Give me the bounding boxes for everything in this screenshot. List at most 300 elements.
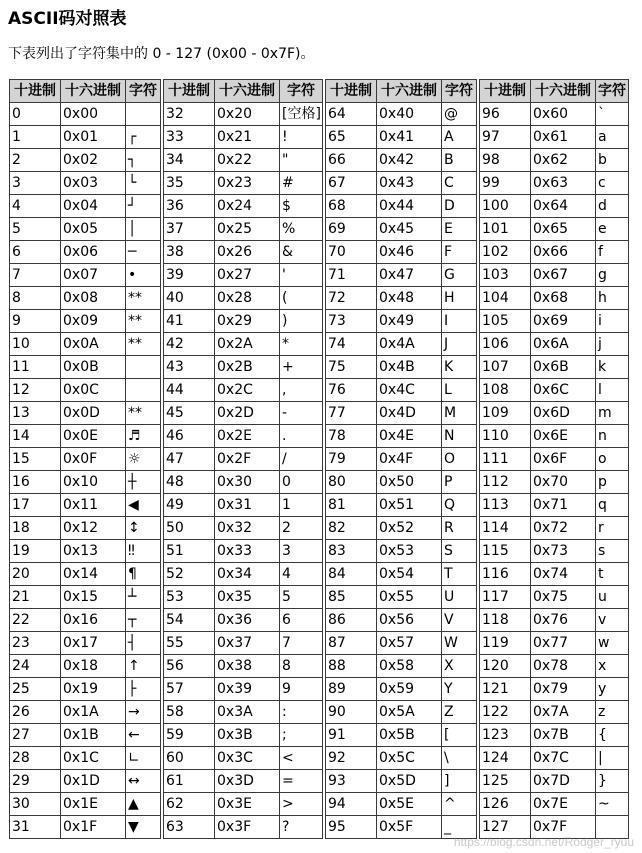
- table-row: [10, 586, 161, 609]
- decimal-cell: 74: [326, 333, 377, 356]
- decimal-cell: 125: [480, 770, 531, 793]
- table-row: [326, 103, 477, 126]
- hex-cell: 0x5A: [377, 701, 442, 724]
- table-row: [480, 471, 629, 494]
- table-row: [480, 724, 629, 747]
- decimal-cell: 120: [480, 655, 531, 678]
- char-cell: C: [442, 172, 477, 195]
- char-cell: N: [442, 425, 477, 448]
- char-cell: ┐: [126, 149, 161, 172]
- char-cell: ┬: [126, 609, 161, 632]
- header-row: [326, 80, 477, 103]
- decimal-cell: 49: [164, 494, 215, 517]
- hex-cell: 0x74: [531, 563, 596, 586]
- decimal-cell: 66: [326, 149, 377, 172]
- table-row: [326, 241, 477, 264]
- char-cell: 0: [280, 471, 323, 494]
- table-row: [10, 241, 161, 264]
- char-cell: 9: [280, 678, 323, 701]
- hex-cell: 0x17: [61, 632, 126, 655]
- char-cell: x: [596, 655, 629, 678]
- table-row: [480, 632, 629, 655]
- char-cell: I: [442, 310, 477, 333]
- table-row: [10, 149, 161, 172]
- decimal-cell: 107: [480, 356, 531, 379]
- decimal-cell: 12: [10, 379, 61, 402]
- decimal-cell: 121: [480, 678, 531, 701]
- decimal-cell: 115: [480, 540, 531, 563]
- header-decimal: 十进制: [164, 80, 215, 103]
- header-hex: 十六进制: [215, 80, 280, 103]
- table-row: [480, 586, 629, 609]
- table-row: [480, 770, 629, 793]
- table-row: [164, 356, 323, 379]
- table-row: [326, 770, 477, 793]
- decimal-cell: 101: [480, 218, 531, 241]
- ascii-block-3: [479, 79, 629, 839]
- header-char: 字符: [442, 80, 477, 103]
- hex-cell: 0x0D: [61, 402, 126, 425]
- decimal-cell: 36: [164, 195, 215, 218]
- char-cell: ?: [280, 816, 323, 839]
- decimal-cell: 113: [480, 494, 531, 517]
- decimal-cell: 55: [164, 632, 215, 655]
- decimal-cell: 80: [326, 471, 377, 494]
- hex-cell: 0x3E: [215, 793, 280, 816]
- hex-cell: 0x64: [531, 195, 596, 218]
- table-row: [10, 333, 161, 356]
- char-cell: :: [280, 701, 323, 724]
- table-row: [164, 655, 323, 678]
- char-cell: f: [596, 241, 629, 264]
- char-cell: k: [596, 356, 629, 379]
- table-row: [10, 402, 161, 425]
- hex-cell: 0x04: [61, 195, 126, 218]
- decimal-cell: 30: [10, 793, 61, 816]
- hex-cell: 0x35: [215, 586, 280, 609]
- decimal-cell: 28: [10, 747, 61, 770]
- char-cell: R: [442, 517, 477, 540]
- header-hex: 十六进制: [377, 80, 442, 103]
- table-row: [164, 563, 323, 586]
- table-row: [480, 563, 629, 586]
- hex-cell: 0x77: [531, 632, 596, 655]
- table-row: [10, 494, 161, 517]
- watermark: https://blog.csdn.net/Rodger_ryuu: [453, 835, 634, 849]
- hex-cell: 0x34: [215, 563, 280, 586]
- char-cell: +: [280, 356, 323, 379]
- decimal-cell: 2: [10, 149, 61, 172]
- decimal-cell: 73: [326, 310, 377, 333]
- decimal-cell: 40: [164, 287, 215, 310]
- table-row: [10, 379, 161, 402]
- table-row: [10, 678, 161, 701]
- decimal-cell: 47: [164, 448, 215, 471]
- table-row: [480, 264, 629, 287]
- table-row: [326, 356, 477, 379]
- table-row: [164, 103, 323, 126]
- hex-cell: 0x43: [377, 172, 442, 195]
- char-cell: b: [596, 149, 629, 172]
- char-cell: >: [280, 793, 323, 816]
- ascii-block-2: [325, 79, 477, 839]
- intro-text: 下表列出了字符集中的 0 - 127 (0x00 - 0x7F)。: [8, 46, 315, 62]
- char-cell: l: [596, 379, 629, 402]
- hex-cell: 0x67: [531, 264, 596, 287]
- table-row: [164, 149, 323, 172]
- char-cell: ▲: [126, 793, 161, 816]
- char-cell: ↕: [126, 517, 161, 540]
- char-cell: P: [442, 471, 477, 494]
- char-cell: }: [596, 770, 629, 793]
- char-cell: 1: [280, 494, 323, 517]
- char-cell: a: [596, 126, 629, 149]
- decimal-cell: 0: [10, 103, 61, 126]
- decimal-cell: 70: [326, 241, 377, 264]
- decimal-cell: 119: [480, 632, 531, 655]
- decimal-cell: 123: [480, 724, 531, 747]
- char-cell: ^: [442, 793, 477, 816]
- hex-cell: 0x7D: [531, 770, 596, 793]
- table-row: [326, 678, 477, 701]
- hex-cell: 0x37: [215, 632, 280, 655]
- char-cell: **: [126, 310, 161, 333]
- decimal-cell: 52: [164, 563, 215, 586]
- table-row: [10, 655, 161, 678]
- decimal-cell: 75: [326, 356, 377, 379]
- table-row: [326, 379, 477, 402]
- table-row: [10, 264, 161, 287]
- char-cell: (: [280, 287, 323, 310]
- hex-cell: 0x0E: [61, 425, 126, 448]
- char-cell: /: [280, 448, 323, 471]
- decimal-cell: 20: [10, 563, 61, 586]
- hex-cell: 0x47: [377, 264, 442, 287]
- hex-cell: 0x48: [377, 287, 442, 310]
- hex-cell: 0x6A: [531, 333, 596, 356]
- char-cell: W: [442, 632, 477, 655]
- hex-cell: 0x5F: [377, 816, 442, 839]
- char-cell: @: [442, 103, 477, 126]
- decimal-cell: 102: [480, 241, 531, 264]
- table-row: [480, 678, 629, 701]
- table-row: [164, 770, 323, 793]
- hex-cell: 0x3D: [215, 770, 280, 793]
- decimal-cell: 11: [10, 356, 61, 379]
- char-cell: E: [442, 218, 477, 241]
- decimal-cell: 57: [164, 678, 215, 701]
- hex-cell: 0x05: [61, 218, 126, 241]
- table-row: [326, 402, 477, 425]
- table-row: [164, 448, 323, 471]
- hex-cell: 0x19: [61, 678, 126, 701]
- table-row: [10, 103, 161, 126]
- hex-cell: 0x39: [215, 678, 280, 701]
- hex-cell: 0x5C: [377, 747, 442, 770]
- hex-cell: 0x40: [377, 103, 442, 126]
- char-cell: #: [280, 172, 323, 195]
- table-row: [10, 126, 161, 149]
- decimal-cell: 23: [10, 632, 61, 655]
- decimal-cell: 71: [326, 264, 377, 287]
- decimal-cell: 56: [164, 655, 215, 678]
- hex-cell: 0x08: [61, 287, 126, 310]
- hex-cell: 0x2D: [215, 402, 280, 425]
- char-cell: •: [126, 264, 161, 287]
- char-cell: **: [126, 402, 161, 425]
- char-cell: ~: [596, 793, 629, 816]
- hex-cell: 0x66: [531, 241, 596, 264]
- decimal-cell: 94: [326, 793, 377, 816]
- char-cell: n: [596, 425, 629, 448]
- header-hex: 十六进制: [61, 80, 126, 103]
- hex-cell: 0x23: [215, 172, 280, 195]
- table-row: [10, 770, 161, 793]
- decimal-cell: 13: [10, 402, 61, 425]
- decimal-cell: 59: [164, 724, 215, 747]
- table-row: [480, 793, 629, 816]
- table-row: [326, 540, 477, 563]
- char-cell: o: [596, 448, 629, 471]
- char-cell: [126, 103, 161, 126]
- decimal-cell: 31: [10, 816, 61, 839]
- table-row: [480, 310, 629, 333]
- table-row: [164, 471, 323, 494]
- hex-cell: 0x01: [61, 126, 126, 149]
- decimal-cell: 35: [164, 172, 215, 195]
- decimal-cell: 9: [10, 310, 61, 333]
- table-row: [164, 425, 323, 448]
- char-cell: ←: [126, 724, 161, 747]
- header-row: [480, 80, 629, 103]
- decimal-cell: 111: [480, 448, 531, 471]
- char-cell: p: [596, 471, 629, 494]
- hex-cell: 0x15: [61, 586, 126, 609]
- hex-cell: 0x79: [531, 678, 596, 701]
- char-cell: ┼: [126, 471, 161, 494]
- table-row: [164, 632, 323, 655]
- decimal-cell: 117: [480, 586, 531, 609]
- decimal-cell: 16: [10, 471, 61, 494]
- char-cell: 2: [280, 517, 323, 540]
- table-row: [326, 310, 477, 333]
- table-row: [164, 379, 323, 402]
- table-row: [326, 517, 477, 540]
- decimal-cell: 60: [164, 747, 215, 770]
- char-cell: A: [442, 126, 477, 149]
- table-row: [326, 333, 477, 356]
- hex-cell: 0x02: [61, 149, 126, 172]
- decimal-cell: 41: [164, 310, 215, 333]
- table-row: [326, 609, 477, 632]
- char-cell: ): [280, 310, 323, 333]
- decimal-cell: 106: [480, 333, 531, 356]
- header-decimal: 十进制: [10, 80, 61, 103]
- hex-cell: 0x50: [377, 471, 442, 494]
- table-row: [480, 655, 629, 678]
- table-row: [164, 264, 323, 287]
- char-cell: v: [596, 609, 629, 632]
- char-cell: m: [596, 402, 629, 425]
- decimal-cell: 6: [10, 241, 61, 264]
- decimal-cell: 88: [326, 655, 377, 678]
- decimal-cell: 26: [10, 701, 61, 724]
- char-cell: │: [126, 218, 161, 241]
- table-row: [164, 793, 323, 816]
- table-row: [10, 425, 161, 448]
- table-row: [164, 609, 323, 632]
- table-row: [164, 701, 323, 724]
- hex-cell: 0x16: [61, 609, 126, 632]
- table-row: [326, 264, 477, 287]
- hex-cell: 0x65: [531, 218, 596, 241]
- table-row: [326, 632, 477, 655]
- table-row: [164, 333, 323, 356]
- char-cell: [126, 356, 161, 379]
- decimal-cell: 19: [10, 540, 61, 563]
- hex-cell: 0x45: [377, 218, 442, 241]
- hex-cell: 0x58: [377, 655, 442, 678]
- char-cell: 8: [280, 655, 323, 678]
- decimal-cell: 116: [480, 563, 531, 586]
- hex-cell: 0x0B: [61, 356, 126, 379]
- table-row: [164, 586, 323, 609]
- table-row: [326, 724, 477, 747]
- char-cell: Q: [442, 494, 477, 517]
- char-cell: ↑: [126, 655, 161, 678]
- hex-cell: 0x31: [215, 494, 280, 517]
- char-cell: s: [596, 540, 629, 563]
- char-cell: e: [596, 218, 629, 241]
- char-cell: [126, 379, 161, 402]
- table-row: [326, 195, 477, 218]
- hex-cell: 0x61: [531, 126, 596, 149]
- decimal-cell: 33: [164, 126, 215, 149]
- header-decimal: 十进制: [480, 80, 531, 103]
- char-cell: ┘: [126, 195, 161, 218]
- char-cell: ,: [280, 379, 323, 402]
- hex-cell: 0x03: [61, 172, 126, 195]
- header-char: 字符: [280, 80, 323, 103]
- char-cell: !: [280, 126, 323, 149]
- table-row: [10, 448, 161, 471]
- hex-cell: 0x14: [61, 563, 126, 586]
- hex-cell: 0x6F: [531, 448, 596, 471]
- decimal-cell: 72: [326, 287, 377, 310]
- decimal-cell: 96: [480, 103, 531, 126]
- hex-cell: 0x06: [61, 241, 126, 264]
- decimal-cell: 14: [10, 425, 61, 448]
- char-cell: u: [596, 586, 629, 609]
- hex-cell: 0x2E: [215, 425, 280, 448]
- table-row: [480, 540, 629, 563]
- hex-cell: 0x21: [215, 126, 280, 149]
- hex-cell: 0x3F: [215, 816, 280, 839]
- char-cell: G: [442, 264, 477, 287]
- char-cell: |: [596, 747, 629, 770]
- char-cell: ┤: [126, 632, 161, 655]
- char-cell: V: [442, 609, 477, 632]
- hex-cell: 0x1C: [61, 747, 126, 770]
- decimal-cell: 45: [164, 402, 215, 425]
- hex-cell: 0x2C: [215, 379, 280, 402]
- decimal-cell: 82: [326, 517, 377, 540]
- table-row: [326, 448, 477, 471]
- table-row: [164, 816, 323, 839]
- hex-cell: 0x33: [215, 540, 280, 563]
- hex-cell: 0x54: [377, 563, 442, 586]
- char-cell: ▼: [126, 816, 161, 839]
- decimal-cell: 53: [164, 586, 215, 609]
- decimal-cell: 76: [326, 379, 377, 402]
- hex-cell: 0x52: [377, 517, 442, 540]
- char-cell: D: [442, 195, 477, 218]
- decimal-cell: 34: [164, 149, 215, 172]
- char-cell: ├: [126, 678, 161, 701]
- hex-cell: 0x4B: [377, 356, 442, 379]
- char-cell: g: [596, 264, 629, 287]
- char-cell: `: [596, 103, 629, 126]
- decimal-cell: 1: [10, 126, 61, 149]
- table-row: [480, 103, 629, 126]
- decimal-cell: 7: [10, 264, 61, 287]
- char-cell: Y: [442, 678, 477, 701]
- table-row: [10, 310, 161, 333]
- table-row: [164, 287, 323, 310]
- char-cell: h: [596, 287, 629, 310]
- decimal-cell: 69: [326, 218, 377, 241]
- char-cell: z: [596, 701, 629, 724]
- decimal-cell: 15: [10, 448, 61, 471]
- table-row: [164, 126, 323, 149]
- decimal-cell: 126: [480, 793, 531, 816]
- hex-cell: 0x00: [61, 103, 126, 126]
- header-char: 字符: [596, 80, 629, 103]
- hex-cell: 0x6D: [531, 402, 596, 425]
- hex-cell: 0x68: [531, 287, 596, 310]
- decimal-cell: 95: [326, 816, 377, 839]
- char-cell: j: [596, 333, 629, 356]
- hex-cell: 0x51: [377, 494, 442, 517]
- hex-cell: 0x0A: [61, 333, 126, 356]
- table-row: [480, 609, 629, 632]
- table-row: [10, 471, 161, 494]
- header-row: [164, 80, 323, 103]
- char-cell: 6: [280, 609, 323, 632]
- char-cell: └: [126, 172, 161, 195]
- hex-cell: 0x49: [377, 310, 442, 333]
- header-hex: 十六进制: [531, 80, 596, 103]
- hex-cell: 0x42: [377, 149, 442, 172]
- decimal-cell: 32: [164, 103, 215, 126]
- decimal-cell: 46: [164, 425, 215, 448]
- hex-cell: 0x76: [531, 609, 596, 632]
- hex-cell: 0x6B: [531, 356, 596, 379]
- hex-cell: 0x4A: [377, 333, 442, 356]
- ascii-block-0: [9, 79, 161, 839]
- table-row: [326, 287, 477, 310]
- hex-cell: 0x20: [215, 103, 280, 126]
- hex-cell: 0x59: [377, 678, 442, 701]
- table-row: [164, 218, 323, 241]
- decimal-cell: 93: [326, 770, 377, 793]
- char-cell: y: [596, 678, 629, 701]
- table-row: [10, 172, 161, 195]
- decimal-cell: 4: [10, 195, 61, 218]
- char-cell: S: [442, 540, 477, 563]
- hex-cell: 0x2F: [215, 448, 280, 471]
- decimal-cell: 89: [326, 678, 377, 701]
